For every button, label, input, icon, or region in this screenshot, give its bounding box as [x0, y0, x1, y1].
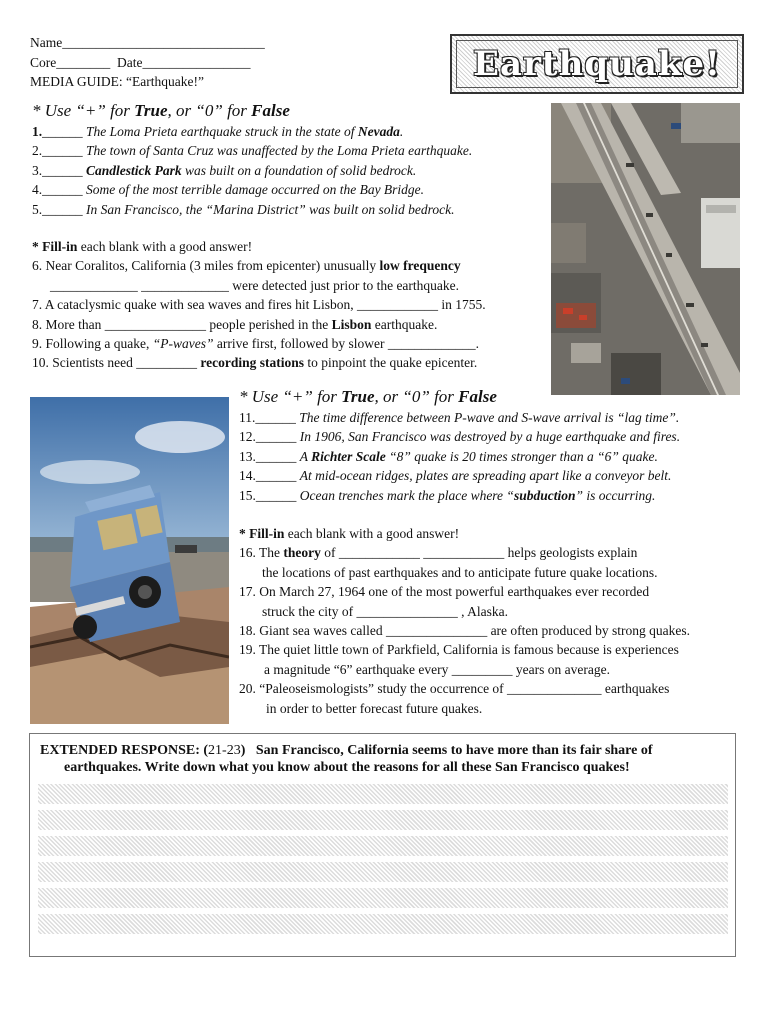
- question-text: .: [399, 124, 404, 139]
- extended-label-end: ): [240, 743, 246, 758]
- question-text: 6. Near Coralitos, California (3 miles from epicenter) unusually: [32, 258, 380, 274]
- question-text: “8” quake is 20 times stronger than a “6” quake.: [385, 448, 658, 464]
- answer-blank[interactable]: ______: [255, 410, 300, 425]
- question-19: 19. The quiet little town of Parkfield, California is famous because is experiences: [239, 642, 679, 658]
- name-field[interactable]: Name______________________________: [30, 35, 265, 50]
- answer-blank[interactable]: ______: [255, 487, 300, 503]
- answer-blank[interactable]: ______: [42, 162, 86, 178]
- question-text: The Loma Prieta earthquake struck in the state of: [86, 124, 358, 139]
- van-crack-photo: [30, 397, 229, 724]
- answer-blank[interactable]: ______: [255, 429, 300, 445]
- section1-instructions: [32, 101, 290, 121]
- fill-in-list-1: [32, 237, 486, 373]
- instr-text: each blank with a good answer!: [77, 239, 253, 254]
- question-text: In 1906, San Francisco was destroyed by a huge earthquake and fires.: [299, 429, 681, 445]
- question-text: to pinpoint the quake epicenter.: [304, 355, 478, 371]
- question-text: ” is occurring.: [575, 487, 656, 503]
- question-number: 12.: [239, 429, 256, 445]
- question-text: Some of the most terrible damage occurred on the Bay Bridge.: [86, 182, 425, 198]
- answer-line[interactable]: [38, 810, 728, 830]
- answer-blank[interactable]: ______: [255, 448, 300, 464]
- question-20[interactable]: 20. “Paleoseismologists” study the occurrence of ______________ earthquakes: [239, 681, 670, 697]
- title-box: [450, 34, 744, 94]
- question-text: 8. More than _______________ people perished in the: [32, 316, 332, 332]
- true-word: True: [134, 101, 168, 120]
- question-text: 10. Scientists need _________: [32, 355, 201, 371]
- question-4: [32, 180, 472, 199]
- question-number: 11.: [239, 410, 256, 425]
- answer-blank[interactable]: ______: [42, 182, 86, 198]
- question-17: 17. On March 27, 1964 one of the most powerful earthquakes ever recorded: [239, 584, 650, 600]
- instr-text: , or “0” for: [167, 101, 252, 120]
- question-7[interactable]: 7. A cataclysmic quake with sea waves and fires hit Lisbon, ____________ in 1755.: [32, 297, 486, 313]
- question-16[interactable]: [239, 543, 690, 562]
- question-text: 9. Following a quake,: [32, 336, 153, 352]
- answer-line[interactable]: [38, 784, 728, 804]
- question-1: [32, 122, 472, 141]
- question-18[interactable]: 18. Giant sea waves called _______________ are often produced by strong quakes.: [239, 623, 691, 639]
- question-number: 14.: [239, 468, 256, 484]
- answer-blank[interactable]: ______: [42, 143, 86, 159]
- question-2: [32, 141, 472, 160]
- page-title: Earthquake!: [473, 44, 721, 84]
- question-text: The town of Santa Cruz was unaffected by the Loma Prieta earthquake.: [86, 143, 473, 159]
- question-number: 13.: [239, 448, 256, 464]
- answer-blank[interactable]: ______: [42, 124, 86, 139]
- question-13: [239, 447, 680, 466]
- question-11: [239, 408, 680, 427]
- question-text: 16. The: [239, 545, 284, 561]
- question-number: 15.: [239, 487, 256, 503]
- instr-text: * Use “+” for: [239, 387, 342, 406]
- question-16-cont: the locations of past earthquakes and to anticipate future quake locations.: [262, 564, 658, 580]
- question-text: The time difference between P-wave and S-wave arrival is “lag time”.: [299, 410, 680, 425]
- instr-text: each blank with a good answer!: [284, 526, 460, 541]
- extended-range: 21-23: [208, 743, 241, 758]
- core-date-field[interactable]: Core________ Date________________: [30, 54, 251, 70]
- instr-text: * Use “+” for: [32, 101, 135, 120]
- student-info-header: [30, 33, 265, 92]
- question-15: [239, 486, 680, 505]
- instr-bold: * Fill-in: [32, 239, 78, 254]
- question-6: [32, 256, 486, 275]
- extended-prompt-line1: San Francisco, California seems to have more than its fair share of: [255, 743, 653, 758]
- answer-blank[interactable]: ______: [42, 201, 86, 217]
- question-bold: Nevada: [357, 124, 400, 139]
- question-bold: Candlestick Park: [86, 162, 182, 178]
- fill-in-list-2: [239, 524, 690, 718]
- extended-response-box: [29, 733, 736, 957]
- answer-line[interactable]: [38, 862, 728, 882]
- question-number: 4.: [32, 182, 43, 198]
- question-bold: theory: [283, 545, 321, 561]
- question-number: 5.: [32, 201, 43, 217]
- fill-in-instructions: [32, 237, 486, 256]
- question-8[interactable]: [32, 315, 486, 334]
- extended-label: EXTENDED RESPONSE: (: [40, 743, 209, 758]
- answer-blank[interactable]: ______: [255, 468, 300, 484]
- extended-response-prompt: [40, 742, 730, 776]
- question-10[interactable]: [32, 353, 486, 372]
- true-false-list-1: [32, 122, 472, 219]
- question-9[interactable]: [32, 334, 486, 353]
- question-17-cont[interactable]: struck the city of _______________ , Alaska.: [262, 603, 508, 619]
- question-italic: “P-waves”: [152, 336, 214, 352]
- question-text: A: [299, 448, 312, 464]
- instr-text: , or “0” for: [374, 387, 459, 406]
- answer-line[interactable]: [38, 888, 728, 908]
- question-20-cont: in order to better forecast future quakes.: [266, 700, 483, 716]
- question-text: earthquake.: [371, 316, 438, 332]
- answer-lines[interactable]: [38, 784, 728, 940]
- question-12: [239, 427, 680, 446]
- question-bold: Richter Scale: [311, 448, 386, 464]
- question-14: [239, 466, 680, 485]
- question-bold: recording stations: [200, 355, 304, 371]
- question-text: In San Francisco, the “Marina District” was built on solid bedrock.: [86, 201, 455, 217]
- false-word: False: [458, 387, 497, 406]
- true-word: True: [341, 387, 375, 406]
- answer-line[interactable]: [38, 836, 728, 856]
- question-19-cont[interactable]: a magnitude “6” earthquake every _________ years on average.: [264, 661, 610, 677]
- question-5: [32, 200, 472, 219]
- fill-in-instructions: [239, 524, 690, 543]
- question-number: 2.: [32, 143, 43, 159]
- question-bold: Lisbon: [331, 316, 372, 332]
- question-bold: low frequency: [379, 258, 461, 274]
- section3-instructions: [239, 387, 497, 407]
- true-false-list-2: [239, 408, 680, 505]
- media-guide-line: MEDIA GUIDE: “Earthquake!”: [30, 74, 204, 89]
- question-6-cont[interactable]: _____________ _____________ were detected just prior to the earthquake.: [50, 277, 460, 293]
- question-number: 1.: [32, 124, 43, 139]
- question-text: arrive first, followed by slower _____________.: [213, 336, 479, 352]
- instr-bold: * Fill-in: [239, 526, 285, 541]
- extended-prompt-line2: earthquakes. Write down what you know about the reasons for all these San Francisco quakes!: [64, 760, 630, 775]
- question-text: of ____________ ____________ helps geologists explain: [320, 545, 638, 561]
- question-number: 3.: [32, 162, 43, 178]
- question-text: Ocean trenches mark the place where “: [299, 487, 514, 503]
- question-text: was built on a foundation of solid bedrock.: [181, 162, 417, 178]
- false-word: False: [251, 101, 290, 120]
- question-3: [32, 161, 472, 180]
- question-text: At mid-ocean ridges, plates are spreading apart like a conveyor belt.: [299, 468, 672, 484]
- freeway-collapse-photo: [551, 103, 740, 395]
- question-bold: subduction: [513, 487, 576, 503]
- answer-line[interactable]: [38, 914, 728, 934]
